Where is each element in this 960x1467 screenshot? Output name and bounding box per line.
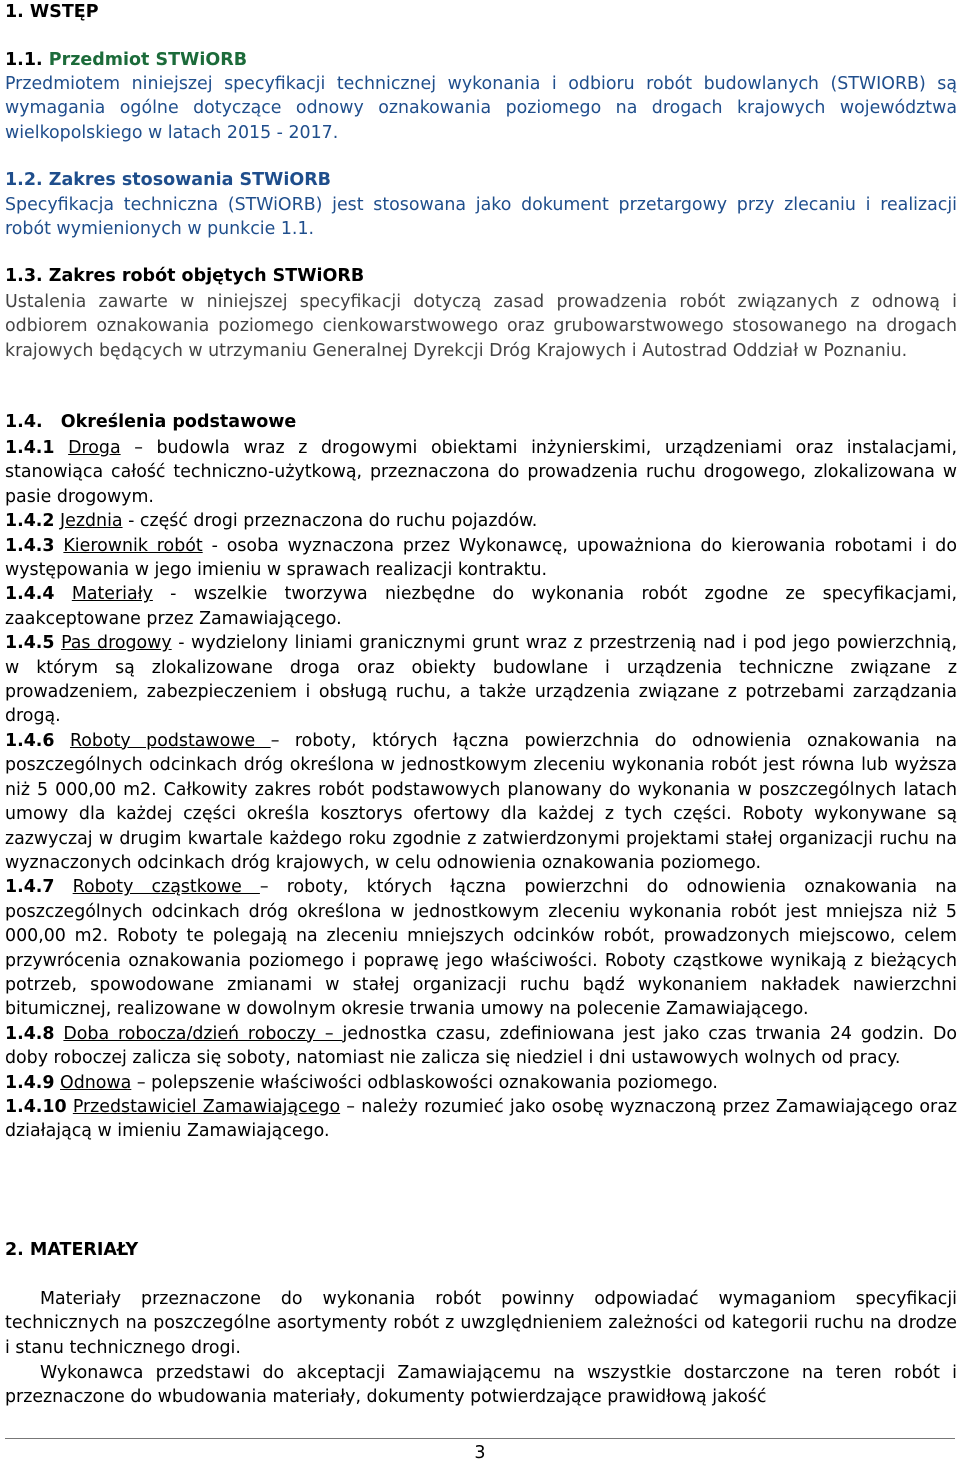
- definition-term: Roboty cząstkowe: [72, 877, 260, 898]
- section-heading-1: 1. WSTĘP: [5, 2, 99, 22]
- definition-text: – należy rozumieć jako osobę wyznaczoną przez Zamawiającego oraz działającą w imieniu Zamawiającego.: [5, 1096, 957, 1142]
- definition-item: [5, 729, 957, 875]
- definition-item: [5, 1071, 957, 1095]
- section-heading-1-2: [5, 170, 331, 190]
- definition-item: [5, 534, 957, 583]
- section-title: Zakres robót objętych STWiORB: [48, 266, 365, 286]
- definition-term: Materiały: [71, 584, 153, 605]
- definition-item: [5, 436, 957, 509]
- definition-number: 1.4.7: [5, 877, 55, 898]
- definition-term: Roboty podstawowe: [69, 730, 271, 751]
- definition-item: [5, 509, 957, 533]
- section-heading-1-3: [5, 266, 364, 286]
- paragraph-1-1: Przedmiotem niniejszej specyfikacji technicznej wykonania i odbioru robót budowlanych (STWIORB) są wymagania ogólne dotyczące odnowy oznakowania poziomego na drogach krajowych województwa wielkopolskiego w latach 2015 - 2017.: [5, 74, 957, 143]
- paragraph-1-2: Specyfikacja techniczna (STWiORB) jest stosowana jako dokument przetargowy przy zlecaniu i realizacji robót wymienionych w punkcie 1.1.: [5, 195, 957, 240]
- definition-number: 1.4.10: [5, 1096, 67, 1117]
- paragraph-2-1: Materiały przeznaczone do wykonania robót powinny odpowiadać wymaganiom specyfikacji technicznych na poszczególne asortymenty robót z uwzględnieniem zależności od kategorii ruchu na drodze i stanu technicznego drogi.: [5, 1289, 957, 1358]
- definition-number: 1.4.9: [5, 1072, 55, 1093]
- definition-term: Jezdnia: [60, 511, 123, 532]
- definition-term: Doba robocza/dzień roboczy –: [63, 1023, 343, 1044]
- section-number: 1.2.: [5, 170, 43, 190]
- section-heading-1-1: [5, 50, 247, 70]
- page-number: 3: [474, 1443, 486, 1463]
- definition-number: 1.4.8: [5, 1023, 55, 1044]
- definition-text: – budowla wraz z drogowymi obiektami inżynierskimi, urządzeniami oraz instalacjami, stanowiąca całość techniczno-użytkową, przeznaczona do prowadzenia ruchu drogowego, zlokalizowana w pasie drogowym.: [5, 438, 957, 507]
- definition-text: jednostka czasu, zdefiniowana jest jako czas trwania 24 godzin. Do doby roboczej zalicza się soboty, natomiast nie zalicza się niedziel i dni ustawowych wolnych od pracy.: [5, 1023, 957, 1069]
- definition-item: [5, 582, 957, 631]
- definition-number: 1.4.2: [5, 511, 55, 532]
- definition-item: [5, 631, 957, 729]
- section-heading-2: 2. MATERIAŁY: [5, 1240, 139, 1260]
- definition-term: Odnowa: [60, 1072, 132, 1093]
- definition-text: - osoba wyznaczona przez Wykonawcę, upoważniona do kierowania robotami i do występowania w jego imieniu w sprawach realizacji kontraktu.: [5, 535, 957, 581]
- section-number: 1.4.: [5, 412, 43, 432]
- definitions-list: [5, 436, 957, 1144]
- footer-divider: [5, 1438, 955, 1439]
- definition-number: 1.4.6: [5, 730, 55, 751]
- definition-item: [5, 1022, 957, 1071]
- definition-item: [5, 875, 957, 1021]
- paragraph-1-3: Ustalenia zawarte w niniejszej specyfikacji dotyczą zasad prowadzenia robót związanych z odnową i odbiorem oznakowania poziomego cienkowarstwowego oraz grubowarstwowego stosowanego na drogach krajowych będących w utrzymaniu Generalnej Dyrekcji Dróg Krajowych i Autostrad Oddział w Poznaniu.: [5, 292, 957, 361]
- section-title: Przedmiot STWiORB: [48, 50, 248, 70]
- paragraph-2-2: Wykonawca przedstawi do akceptacji Zamawiającemu na wszystkie dostarczone na teren robót i przeznaczone do wbudowania materiały, dokumenty potwierdzające prawidłową jakość: [5, 1363, 957, 1408]
- section-heading-1-4: [5, 412, 296, 432]
- definition-text: – roboty, których łączna powierzchnia do odnowienia oznakowania na poszczególnych odcinkach dróg określona w jednostkowym zleceniu wykonania robót jest równa lub wyższa niż 5 000,00 m2. Całkowity zakres robót podstawowych planowany do wykonania w poszczególnych latach umowy dla każdej części określa kosztorys ofertowy dla każdej z tych części. Roboty wykonywane są zazwyczaj w drugim kwartale każdego roku zgodnie z zatwierdzonymi projektami stałej organizacji ruchu na wyznaczonych odcinkach dróg krajowych, w celu odnowienia oznakowania poziomego.: [5, 730, 958, 873]
- definition-text: – polepszenie właściwości odblaskowości oznakowania poziomego.: [131, 1072, 718, 1093]
- definition-text: - wszelkie tworzywa niezbędne do wykonania robót zgodne ze specyfikacjami, zaakceptowane przez Zamawiającego.: [5, 584, 957, 629]
- definition-term: Przedstawiciel Zamawiającego: [72, 1096, 341, 1117]
- definition-term: Pas drogowy: [61, 633, 172, 654]
- definition-term: Droga: [68, 438, 121, 458]
- definition-text: – roboty, których łączna powierzchni do odnowienia oznakowania na poszczególnych odcinkach dróg określona w jednostkowym zleceniu wykonania robót jest mniejsza niż 5 000,00 m2. Roboty te polegają na zleceniu mniejszych odcinków robót, prowadzonych miejscowo, celem przywrócenia oznakowania poziomego i poprawę jego właściwości. Roboty cząstkowe wynikają z bieżących potrzeb, spowodowane zmianami w stałej organizacji ruchu bądź wykonaniem nakładek nawierzchni bitumicznej, realizowane w dowolnym okresie trwania umowy na polecenie Zamawiającego.: [5, 877, 957, 1020]
- definition-number: 1.4.4: [5, 584, 55, 605]
- section-number: 1.3.: [5, 266, 43, 286]
- definition-number: 1.4.1: [5, 438, 55, 458]
- section-number: 1.1.: [5, 50, 43, 70]
- section-title: Zakres stosowania STWiORB: [48, 170, 332, 190]
- definition-text: - wydzielony liniami granicznymi grunt wraz z przestrzenią nad i pod jego powierzchnią, w którym są zlokalizowane droga oraz obiekty budowlane i urządzenia techniczne związane z prowadzeniem, zabezpieczeniem i obsługą ruchu, a także urządzenia związane z potrzebami zarządzania drogą.: [5, 633, 957, 727]
- definition-number: 1.4.3: [5, 535, 55, 556]
- definition-item: [5, 1095, 957, 1144]
- definition-number: 1.4.5: [5, 633, 55, 654]
- definition-text: - część drogi przeznaczona do ruchu pojazdów.: [122, 511, 538, 532]
- definition-term: Kierownik robót: [63, 535, 203, 556]
- section-title: Określenia podstawowe: [60, 412, 297, 432]
